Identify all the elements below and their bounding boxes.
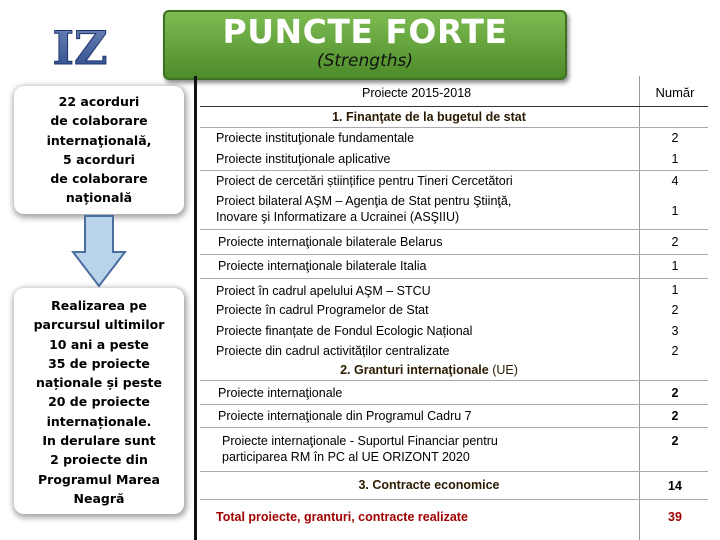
- row-value: 2: [671, 303, 679, 317]
- summary-line: naționale și peste: [35, 375, 163, 391]
- row-value: 2: [671, 235, 679, 249]
- row-value: 2: [671, 344, 679, 358]
- row-label: Proiecte internaţionale bilaterale Belarus: [218, 235, 443, 249]
- row-divider: [200, 427, 708, 428]
- summary-line: In derulare sunt: [42, 433, 156, 449]
- summary-line: 2 proiecte din: [50, 452, 148, 468]
- row-label: Proiecte internaţionale bilaterale Italia: [218, 259, 427, 273]
- row-divider: [200, 380, 708, 381]
- summary-line: Neagră: [73, 490, 125, 506]
- slide-subtitle: (Strengths): [316, 51, 414, 71]
- section-title-suffix: (UE): [492, 363, 518, 377]
- summary-line: 10 ani a peste: [49, 336, 149, 352]
- header-divider: [200, 106, 708, 107]
- summary-line: 20 de proiecte: [48, 394, 150, 410]
- row-divider: [200, 278, 708, 279]
- row-divider: [200, 127, 708, 128]
- table-left-border: [194, 76, 197, 540]
- row-value: 2: [671, 434, 679, 448]
- column-header-count: Număr: [655, 85, 695, 100]
- agreements-line: naţională: [65, 190, 133, 206]
- down-arrow-icon: [71, 214, 127, 288]
- agreements-line: 5 acorduri: [63, 151, 135, 167]
- row-value: 1: [671, 152, 679, 166]
- row-value: 4: [671, 174, 679, 188]
- section-state-budget: 1. Finanţate de la bugetul de stat: [332, 110, 526, 124]
- row-value: 2: [671, 131, 679, 145]
- agreements-line: de colaborare: [50, 113, 148, 129]
- row-value: 1: [671, 283, 679, 297]
- slide-title: PUNCTE FORTE: [222, 12, 508, 51]
- row-label: Proiecte instituţionale fundamentale: [216, 131, 415, 145]
- total-count: 39: [668, 510, 682, 524]
- row-divider: [200, 254, 708, 255]
- contracts-count: 14: [668, 479, 682, 493]
- institute-logo: [48, 20, 112, 72]
- section-title-main: 2. Granturi internaţionale: [340, 363, 489, 377]
- summary-line: parcursul ultimilor: [33, 317, 165, 333]
- row-value: 2: [671, 409, 679, 423]
- row-divider: [200, 499, 708, 500]
- row-label: Proiecte instituţionale aplicative: [216, 152, 391, 166]
- row-value: 1: [671, 204, 679, 218]
- total-label: Total proiecte, granturi, contracte realizate: [216, 510, 468, 524]
- agreements-line: internaţională,: [46, 132, 152, 148]
- agreements-box: [14, 86, 184, 214]
- row-label: Proiect de cercetări științifice pentru Tineri Cercetători: [216, 174, 513, 188]
- summary-line: Realizarea pe: [51, 298, 147, 313]
- row-value: 2: [671, 386, 679, 400]
- row-divider: [200, 170, 708, 171]
- row-label: Proiecte internaţionale din Programul Cadru 7: [218, 409, 472, 423]
- logo-text: IZ: [52, 21, 108, 72]
- row-label: Proiecte internaţionale: [218, 386, 343, 400]
- section-economic-contracts: 3. Contracte economice: [358, 478, 500, 492]
- row-label: Proiecte în cadrul Programelor de Stat: [216, 303, 429, 317]
- row-label: Proiecte internaţionale - Suportul Financiar pentru participarea RM în PC al UE ORIZONT 2020: [222, 434, 498, 464]
- agreements-line: 22 acorduri: [58, 94, 140, 109]
- summary-line: 35 de proiecte: [48, 355, 150, 371]
- row-divider: [200, 229, 708, 230]
- summary-line: internaționale.: [46, 413, 152, 429]
- row-divider: [200, 404, 708, 405]
- column-header-projects: Proiecte 2015-2018: [362, 86, 472, 100]
- summary-line: Programul Marea: [38, 471, 160, 487]
- agreements-line: de colaborare: [50, 171, 148, 187]
- row-label: Proiect în cadrul apelului AŞM – STCU: [216, 284, 431, 298]
- slide-title-box: [163, 10, 567, 80]
- row-label: Proiecte finanțate de Fondul Ecologic Național: [216, 324, 473, 338]
- row-value: 3: [671, 324, 679, 338]
- row-divider: [200, 471, 708, 472]
- projects-summary-box: [14, 288, 184, 514]
- section-international-grants: [214, 363, 644, 377]
- row-value: 1: [671, 259, 679, 273]
- row-label: Proiecte din cadrul activităților centralizate: [216, 344, 450, 358]
- row-label: Proiect bilateral AŞM – Agenţia de Stat pentru Ştiinţă, Inovare şi Informatizare a Ucrainei (ASŞIIU): [216, 194, 512, 224]
